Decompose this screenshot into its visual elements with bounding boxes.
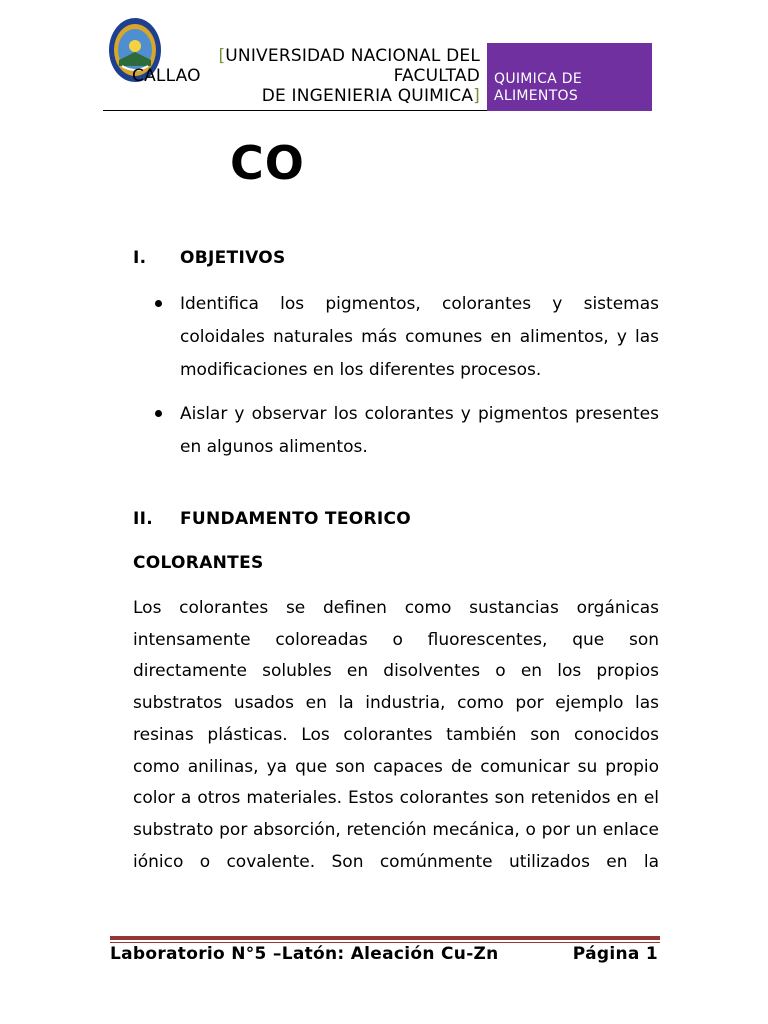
list-item-text: Aislar y observar los colorantes y pigmentos presentes en algunos alimentos.: [180, 404, 659, 457]
section-number: II.: [133, 509, 154, 529]
footer-page-number: Página 1: [572, 944, 658, 964]
section-number: I.: [133, 248, 147, 268]
header-line2-right: FACULTAD: [393, 66, 480, 86]
subheading-colorantes: COLORANTES: [133, 553, 264, 573]
header-divider: [103, 110, 487, 111]
page-title: CO: [230, 136, 305, 190]
list-item: [133, 288, 659, 387]
bullet-icon: [155, 410, 162, 417]
objetivos-list: [133, 288, 659, 464]
section-title: OBJETIVOS: [180, 248, 286, 268]
footer-rule-thin: [110, 942, 660, 943]
bracket-close: ]: [473, 86, 480, 106]
section-title: FUNDAMENTO TEORICO: [180, 509, 412, 529]
header-line3: DE INGENIERIA QUIMICA: [261, 86, 474, 106]
section-heading-objetivos: [133, 248, 286, 268]
section-heading-fundamento: [133, 509, 411, 529]
bullet-icon: [155, 300, 162, 307]
header-institution: [110, 46, 480, 106]
course-box: QUIMICA DE ALIMENTOS: [487, 43, 652, 111]
footer-rule-thick: [110, 936, 660, 940]
header-line1: UNIVERSIDAD NACIONAL DEL: [225, 46, 480, 66]
list-item: [133, 398, 659, 464]
footer-title: Laboratorio N°5 –Latón: Aleación Cu-Zn: [110, 944, 499, 964]
body-paragraph: Los colorantes se definen como sustancias orgánicas intensamente coloreadas o fluorescentes, que son directamente solubles en disolventes o en los propios substratos usados en la industria, como por ejemplo las resinas plásticas. Los colorantes también son conocidos como anilinas, ya que son capaces de comunicar su propio color a otros materiales. Estos colorantes son retenidos en el substrato por absorción, retención mecánica, o por un enlace iónico o covalente. Son comúnmente utilizados en la: [133, 598, 659, 872]
list-item-text: Identifica los pigmentos, colorantes y sistemas coloidales naturales más comunes en alimentos, y las modificaciones en los diferentes procesos.: [180, 294, 659, 380]
bracket-open: [: [218, 46, 226, 66]
header-line2-left: CALLAO: [132, 66, 201, 86]
